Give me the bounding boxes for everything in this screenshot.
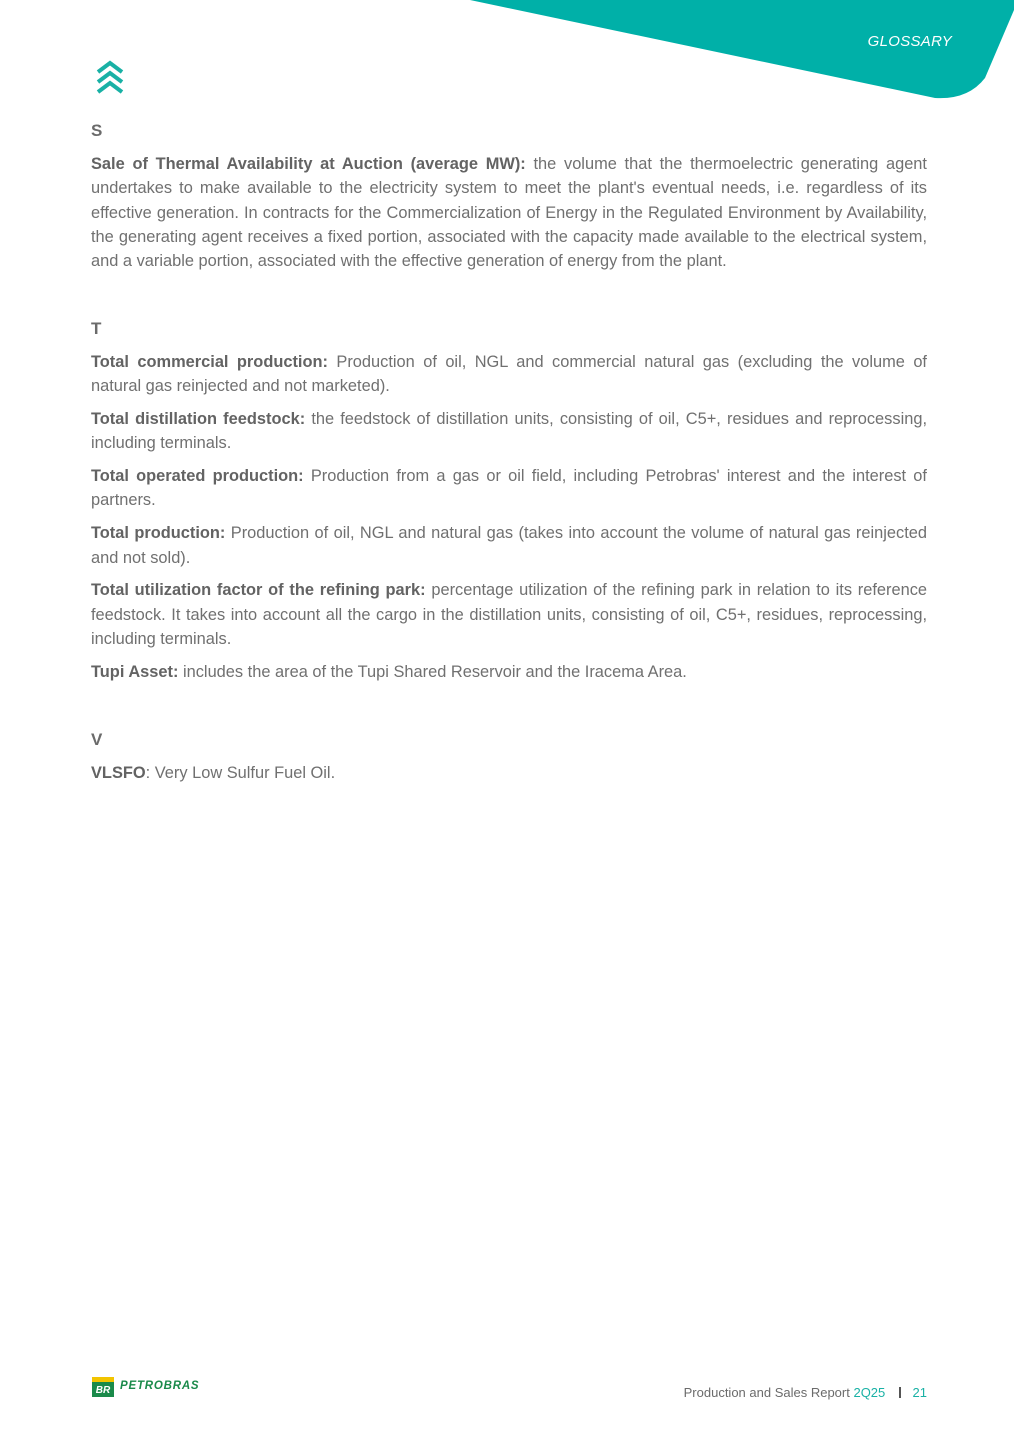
glossary-term: Total commercial production:	[91, 352, 328, 371]
glossary-entry	[91, 464, 927, 513]
glossary-definition: includes the area of the Tupi Shared Reservoir and the Iracema Area.	[178, 662, 687, 681]
section-letter-t: T	[91, 318, 102, 338]
logo-wordmark: PETROBRAS	[120, 1380, 200, 1392]
glossary-definition: : Very Low Sulfur Fuel Oil.	[145, 763, 336, 782]
petrobras-logo	[92, 1377, 212, 1399]
glossary-definition: Production from a gas or oil field, including Petrobras' interest and the interest of partners.	[91, 467, 927, 510]
glossary-content	[91, 120, 927, 793]
glossary-term: Sale of Thermal Availability at Auction (average MW):	[91, 155, 526, 173]
chevron-up-icon[interactable]	[96, 60, 124, 96]
glossary-definition: percentage utilization of the refining park in relation to its reference feedstock. It takes into account all the cargo in the distillation units, consisting of oil, C5+, residues, reprocessing, including terminals.	[91, 581, 928, 648]
glossary-entry	[91, 350, 927, 399]
glossary-term: Total operated production:	[91, 467, 304, 486]
glossary-term: VLSFO	[91, 763, 146, 782]
glossary-term: Total production:	[91, 524, 226, 543]
glossary-entry	[91, 660, 927, 684]
glossary-entry	[91, 761, 927, 785]
report-period: 2Q25	[853, 1385, 886, 1400]
logo-mark-text: BR	[95, 1385, 111, 1396]
glossary-term: Total distillation feedstock:	[91, 410, 306, 429]
footer-divider	[899, 1387, 901, 1398]
page-footer	[684, 1385, 927, 1400]
glossary-definition: the volume that the thermoelectric generating agent undertakes to make available to the electricity system to meet the plant's eventual needs, i.e. regardless of its effective generation. In contracts for the Commercialization of Energy in the Regulated Environment by Availability, the generating agent receives a fixed portion, associated with the capacity made available to the electrical system, and a variable portion, associated with the effective generation of energy from the plant.	[91, 155, 927, 271]
br-logo-icon	[92, 1377, 114, 1397]
glossary-entry	[91, 152, 927, 273]
glossary-term: Total utilization factor of the refining park:	[91, 581, 426, 600]
page-number: 21	[912, 1385, 927, 1400]
glossary-entry	[91, 407, 927, 456]
glossary-definition: Production of oil, NGL and natural gas (takes into account the volume of natural gas reinjected and not sold).	[91, 524, 927, 567]
section-label: GLOSSARY	[867, 33, 952, 50]
section-letter-v: V	[91, 729, 103, 749]
glossary-definition: the feedstock of distillation units, consisting of oil, C5+, residues and reprocessing, including terminals.	[91, 410, 927, 453]
glossary-entry	[91, 521, 927, 570]
glossary-term: Tupi Asset:	[91, 662, 179, 681]
header-banner	[0, 0, 1014, 110]
section-letter-s: S	[91, 121, 103, 140]
report-title: Production and Sales Report	[683, 1385, 850, 1400]
glossary-definition: Production of oil, NGL and commercial natural gas (excluding the volume of natural gas reinjected and not marketed).	[91, 352, 927, 396]
glossary-entry	[91, 578, 927, 651]
